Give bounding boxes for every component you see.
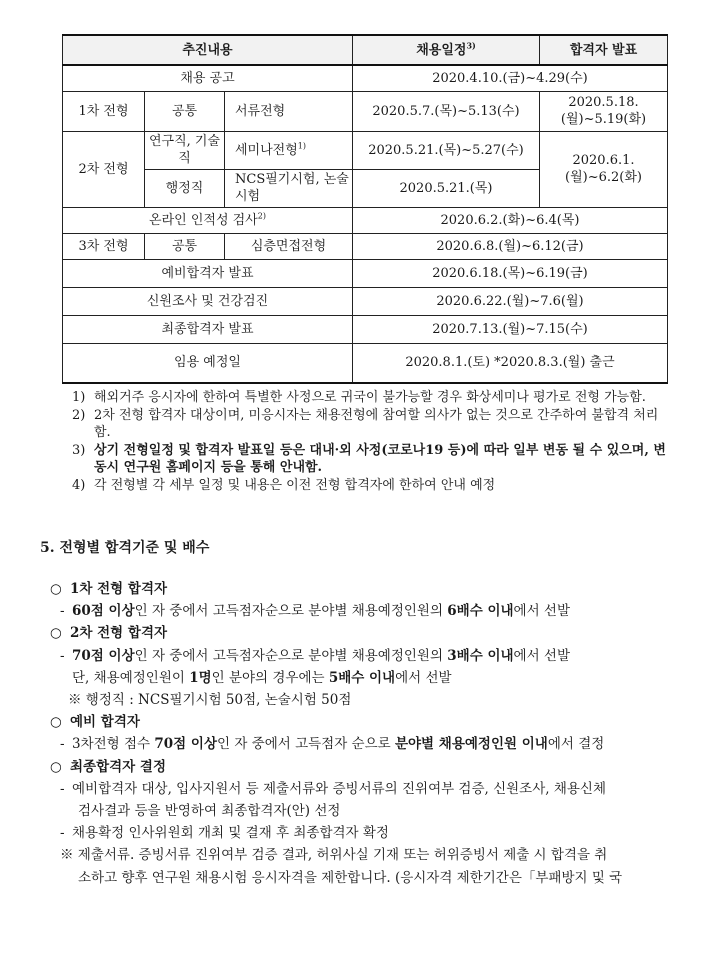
section-5-body bbox=[40, 578, 680, 889]
table-row bbox=[63, 207, 668, 233]
criteria-line: - 60점 이상인 자 중에서 고득점자순으로 분야별 채용예정인원의 6배수 이내에서 선발 bbox=[60, 603, 571, 620]
criteria-heading: ○ 2차 전형 합격자 bbox=[50, 625, 168, 642]
row-label: 최종합격자 발표 bbox=[63, 315, 353, 343]
criteria-heading: ○ 최종합격자 결정 bbox=[50, 758, 166, 775]
category-cell: 공통 bbox=[145, 233, 225, 259]
announce-cell: 2020.6.1.(월)~6.2(화) bbox=[540, 131, 668, 207]
footnotes bbox=[72, 389, 672, 494]
criteria-line: - 예비합격자 대상, 입사지원서 등 제출서류와 증빙서류의 진위여부 검증, 신원조사, 채용신체 bbox=[60, 780, 607, 797]
header-schedule: 채용일정$^{3)}$ bbox=[353, 35, 540, 65]
table-row bbox=[63, 233, 668, 259]
row-date: 2020.5.7.(목)~5.13(수) bbox=[353, 91, 540, 131]
row-date: 2020.6.8.(월)~6.12(금) bbox=[353, 233, 668, 259]
category-cell: 공통 bbox=[145, 91, 225, 131]
footnote: 4) 각 전형별 각 세부 일정 및 내용은 이전 전형 합격자에 한하여 안내 예정 bbox=[72, 477, 496, 493]
table-row bbox=[63, 315, 668, 343]
row-label: 신원조사 및 건강검진 bbox=[63, 287, 353, 315]
criteria-line: 단, 채용예정인원이 1명인 분야의 경우에는 5배수 이내에서 선발 bbox=[72, 669, 452, 686]
table-row bbox=[63, 65, 668, 91]
criteria-heading: ○ 1차 전형 합격자 bbox=[50, 581, 168, 597]
criteria-note: 소하고 향후 연구원 채용시험 응시자격을 제한합니다. (응시자격 제한기간은「부패방지 및 국 bbox=[78, 869, 623, 886]
section-title: 5. 전형별 합격기준 및 배수 bbox=[40, 540, 210, 556]
item-cell: NCS필기시험, 논술시험 bbox=[225, 169, 353, 207]
schedule-table bbox=[62, 34, 668, 384]
footnote: 2) 2차 전형 합격자 대상이며, 미응시자는 채용전형에 참여할 의사가 없는 것으로 간주하여 불합격 처리함. bbox=[72, 407, 659, 440]
criteria-note: ※ 행정직 : NCS필기시험 50점, 논술시험 50점 bbox=[68, 692, 352, 709]
criteria-line: 검사결과 등을 반영하여 최종합격자(안) 선정 bbox=[78, 803, 341, 820]
criteria-line: - 채용확정 인사위원회 개최 및 결재 후 최종합격자 확정 bbox=[60, 825, 389, 842]
stage-cell: 1차 전형 bbox=[63, 91, 145, 131]
row-label: 채용 공고 bbox=[63, 65, 353, 91]
row-date: 2020.6.2.(화)~6.4(목) bbox=[353, 207, 668, 233]
table-row bbox=[63, 131, 668, 169]
table-row bbox=[63, 259, 668, 287]
table-row bbox=[63, 287, 668, 315]
criteria-note: ※ 제출서류. 증빙서류 진위여부 검증 결과, 허위사실 기재 또는 허위증빙서 제출 시 합격을 취 bbox=[60, 847, 608, 864]
stage-cell: 3차 전형 bbox=[63, 233, 145, 259]
criteria-line: - 3차전형 점수 70점 이상인 자 중에서 고득점자 순으로 분야별 채용예정인원 이내에서 결정 bbox=[60, 736, 605, 753]
header-content: 추진내용 bbox=[63, 35, 353, 65]
category-cell: 연구직, 기술직 bbox=[145, 131, 225, 169]
table-row bbox=[63, 343, 668, 383]
row-label: 예비합격자 발표 bbox=[63, 259, 353, 287]
row-date: 2020.5.21.(목)~5.27(수) bbox=[353, 131, 540, 169]
footnote: 1) 해외거주 응시자에 한하여 특별한 사정으로 귀국이 불가능할 경우 화상세미나 평가로 전형 가능함. bbox=[72, 390, 646, 405]
section-5 bbox=[40, 538, 680, 558]
item-cell: 세미나전형$^{1)}$ bbox=[225, 131, 353, 169]
header-announce: 합격자 발표 bbox=[540, 35, 668, 65]
item-cell: 심층면접전형 bbox=[225, 233, 353, 259]
criteria-heading: ○ 예비 합격자 bbox=[50, 714, 140, 731]
row-date: 2020.6.18.(목)~6.19(금) bbox=[353, 259, 668, 287]
footnote: 3) 상기 전형일정 및 합격자 발표일 등은 대내·외 사정(코로나19 등)에 따라 일부 변동 될 수 있으며, 변동시 연구원 홈페이지 등을 통해 안내함. bbox=[72, 442, 666, 475]
table-header-row bbox=[63, 35, 668, 65]
stage-cell: 2차 전형 bbox=[63, 131, 145, 207]
item-cell: 서류전형 bbox=[225, 91, 353, 131]
criteria-line: - 70점 이상인 자 중에서 고득점자순으로 분야별 채용예정인원의 3배수 이내에서 선발 bbox=[60, 647, 571, 664]
row-label: 임용 예정일 bbox=[63, 343, 353, 383]
row-date: 2020.7.13.(월)~7.15(수) bbox=[353, 315, 668, 343]
row-label: 온라인 인적성 검사$^{2)}$ bbox=[63, 207, 353, 233]
row-date: 2020.8.1.(토) *2020.8.3.(월) 출근 bbox=[353, 343, 668, 383]
row-date: 2020.5.21.(목) bbox=[353, 169, 540, 207]
table-row bbox=[63, 91, 668, 131]
row-date: 2020.4.10.(금)~4.29(수) bbox=[353, 65, 668, 91]
category-cell: 행정직 bbox=[145, 169, 225, 207]
announce-cell: 2020.5.18.(월)~5.19(화) bbox=[540, 91, 668, 131]
row-date: 2020.6.22.(월)~7.6(월) bbox=[353, 287, 668, 315]
